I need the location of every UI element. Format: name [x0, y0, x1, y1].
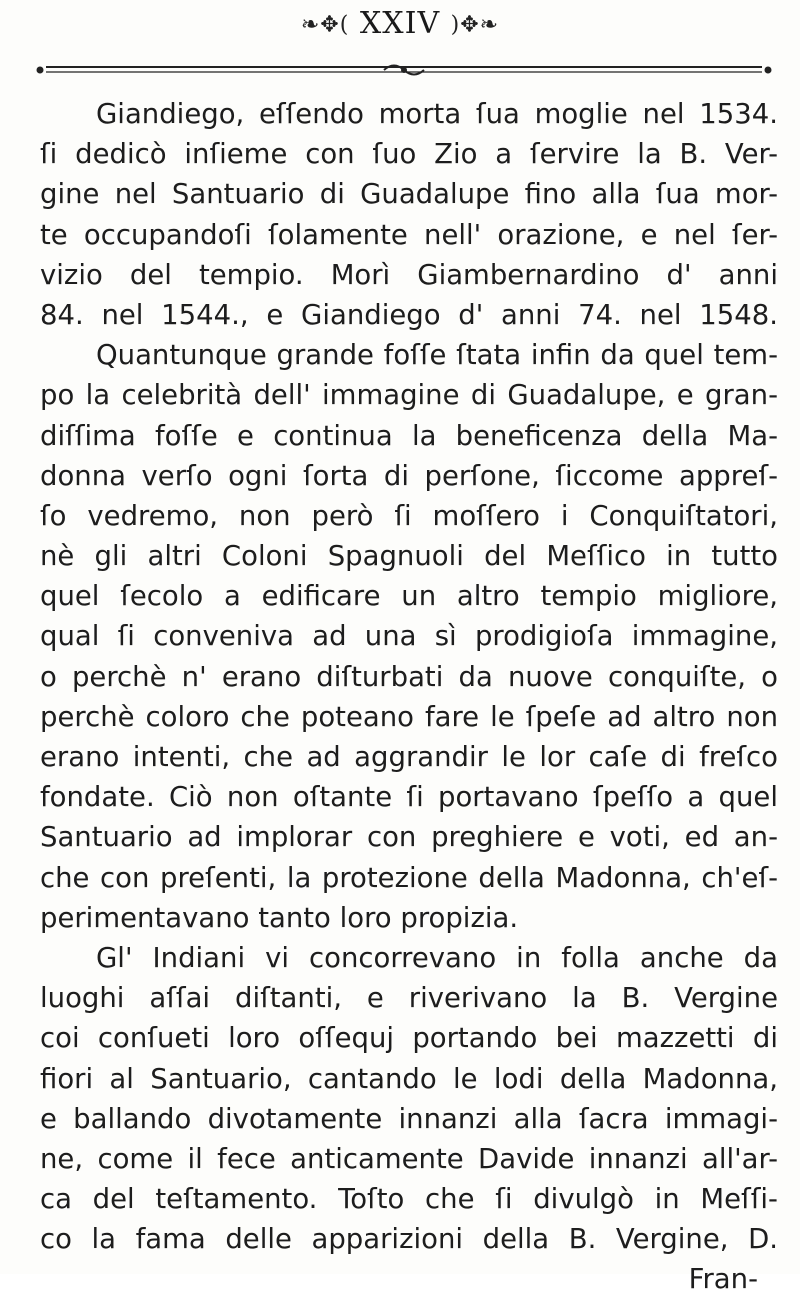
ornament-left: ❧✥(	[300, 12, 350, 38]
running-head	[0, 6, 800, 41]
text-line: che con preſenti, la protezione della Madonna, ch'eſ-	[40, 861, 778, 894]
ornament-right: )✥❧	[450, 12, 500, 38]
text-line: fiori al Santuario, cantando le lodi della Madonna,	[40, 1062, 778, 1095]
catchword: Fran-	[688, 1263, 758, 1296]
text-line: coi conſueti loro oſſequj portando bei mazzetti di	[40, 1022, 778, 1055]
text-line: vizio del tempio. Morì Giambernardino d' anni	[40, 258, 778, 291]
text-line: co la fama delle apparizioni della B. Vergine, D.	[40, 1223, 778, 1256]
text-line: nè gli altri Coloni Spagnuoli del Meſſico in tutto	[40, 540, 778, 573]
text-line: donna verſo ogni ſorta di perſone, ſiccome appreſ-	[40, 459, 778, 492]
text-line: luoghi aſſai diſtanti, e riverivano la B. Vergine	[40, 982, 778, 1015]
ornamental-rule-icon	[34, 60, 774, 80]
text-line: ne, come il fece anticamente Davide innanzi all'ar-	[40, 1142, 778, 1175]
text-line: te occupandoſi ſolamente nell' orazione, e nel ſer-	[40, 218, 778, 251]
text-line: perimentavano tanto loro propizia.	[40, 901, 519, 934]
text-line: ſi dedicò inſieme con ſuo Zio a ſervire la B. Ver-	[40, 138, 778, 171]
text-line: e ballando divotamente innanzi alla ſacra immagi-	[40, 1102, 778, 1135]
text-line: diſſima foſſe e continua la beneficenza della Ma-	[40, 419, 778, 452]
body-text	[40, 94, 778, 1300]
text-line: Santuario ad implorar con preghiere e voti, ed an-	[40, 821, 778, 854]
header-rule	[34, 60, 774, 80]
text-line: ſo vedremo, non però ſi moſſero i Conquiſtatori,	[40, 499, 778, 532]
text-line: po la celebrità dell' immagine di Guadalupe, e gran-	[40, 379, 778, 412]
text-line: quel ſecolo a edificare un altro tempio migliore,	[40, 580, 778, 613]
text-line: 84. nel 1544., e Giandiego d' anni 74. nel 1548.	[40, 298, 778, 331]
text-line: ca del teſtamento. Toſto che ſi divulgò in Meſſi-	[40, 1183, 778, 1216]
text-line: fondate. Ciò non oſtante ſi portavano ſpeſſo a quel	[40, 781, 778, 814]
text-line: Gl' Indiani vi concorrevano in folla anche da	[96, 941, 778, 974]
text-line: gine nel Santuario di Guadalupe fino alla ſua mor-	[40, 178, 778, 211]
page-number: XXIV	[359, 6, 441, 41]
text-line: qual ſi conveniva ad una sì prodigioſa immagine,	[40, 620, 778, 653]
text-line: o perchè n' erano diſturbati da nuove conquiſte, o	[40, 660, 778, 693]
text-line: perchè coloro che poteano fare le ſpeſe ad altro non	[40, 700, 778, 733]
text-line: Giandiego, eſſendo morta ſua moglie nel 1534.	[96, 98, 778, 130]
text-line: Quantunque grande foſſe ſtata infin da quel tem-	[96, 339, 778, 372]
text-line: erano intenti, che ad aggrandir le lor caſe di freſco	[40, 741, 778, 773]
